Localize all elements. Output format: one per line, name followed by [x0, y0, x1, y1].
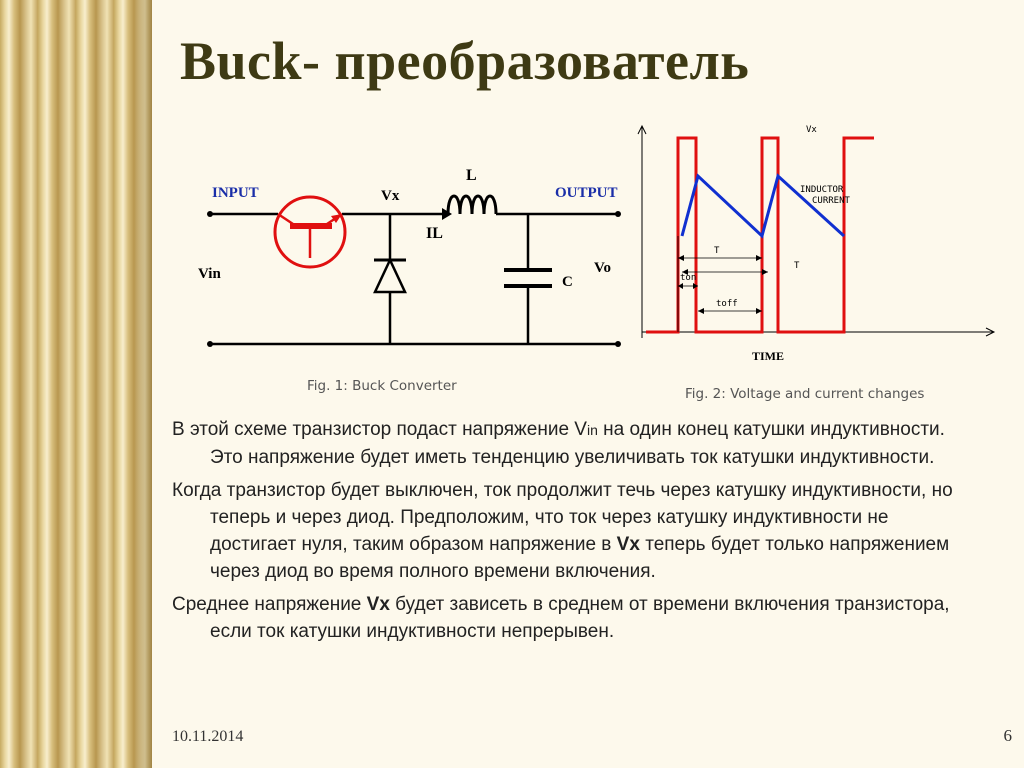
decorative-sidebar	[0, 0, 152, 768]
inductor-label: L	[466, 167, 477, 184]
time-axis-label: TIME	[752, 349, 785, 363]
inductor-current-line2: CURRENT	[812, 196, 850, 206]
buck-converter-circuit	[190, 160, 630, 360]
capacitor-label: C	[562, 274, 573, 290]
vx-label: Vx	[381, 188, 400, 204]
paragraph-2: Когда транзистор будет выключен, ток продолжит течь через катушку индуктивности, но теперь и через диод. Предположим, что ток через катушку индуктивности не достигает нуля, таким образом напряжение в Vx теперь будет только напряжением через диод во время полного времени включения.	[172, 480, 953, 582]
figure1-caption: Fig. 1: Buck Converter	[307, 378, 457, 394]
inductor-symbol	[448, 196, 496, 214]
figure2-caption: Fig. 2: Voltage and current changes	[685, 386, 925, 402]
slide-title: Buck- преобразователь	[180, 31, 750, 91]
inductor-current-line1: INDUCTOR	[800, 185, 844, 195]
transistor-symbol	[275, 197, 345, 267]
vin-label: Vin	[198, 266, 221, 282]
slide-date: 10.11.2014	[172, 728, 244, 745]
output-label: OUTPUT	[555, 185, 618, 201]
t-on-label: ton	[680, 273, 697, 283]
input-label: INPUT	[212, 185, 259, 201]
capacitor-symbol	[504, 270, 552, 286]
slide-page-number: 6	[1003, 726, 1012, 745]
period-label-2: T	[794, 261, 800, 271]
period-label-1: T	[714, 246, 720, 256]
voltage-current-waveform	[628, 118, 1000, 370]
t-off-label: toff	[716, 299, 738, 309]
waveform-vx-label: Vx	[806, 125, 817, 135]
vo-label: Vo	[594, 260, 611, 276]
paragraph-1: В этой схеме транзистор подаст напряжение Vin на один конец катушки индуктивности. Это напряжение будет иметь тенденцию увеличивать ток катушки индуктивности.	[172, 419, 945, 468]
paragraph-3: Среднее напряжение Vx будет зависеть в среднем от времени включения транзистора, если ток катушки индуктивности непрерывен.	[172, 594, 950, 642]
body-text	[172, 416, 972, 651]
inductor-current-label: IL	[426, 225, 443, 242]
diode-symbol	[374, 260, 406, 292]
